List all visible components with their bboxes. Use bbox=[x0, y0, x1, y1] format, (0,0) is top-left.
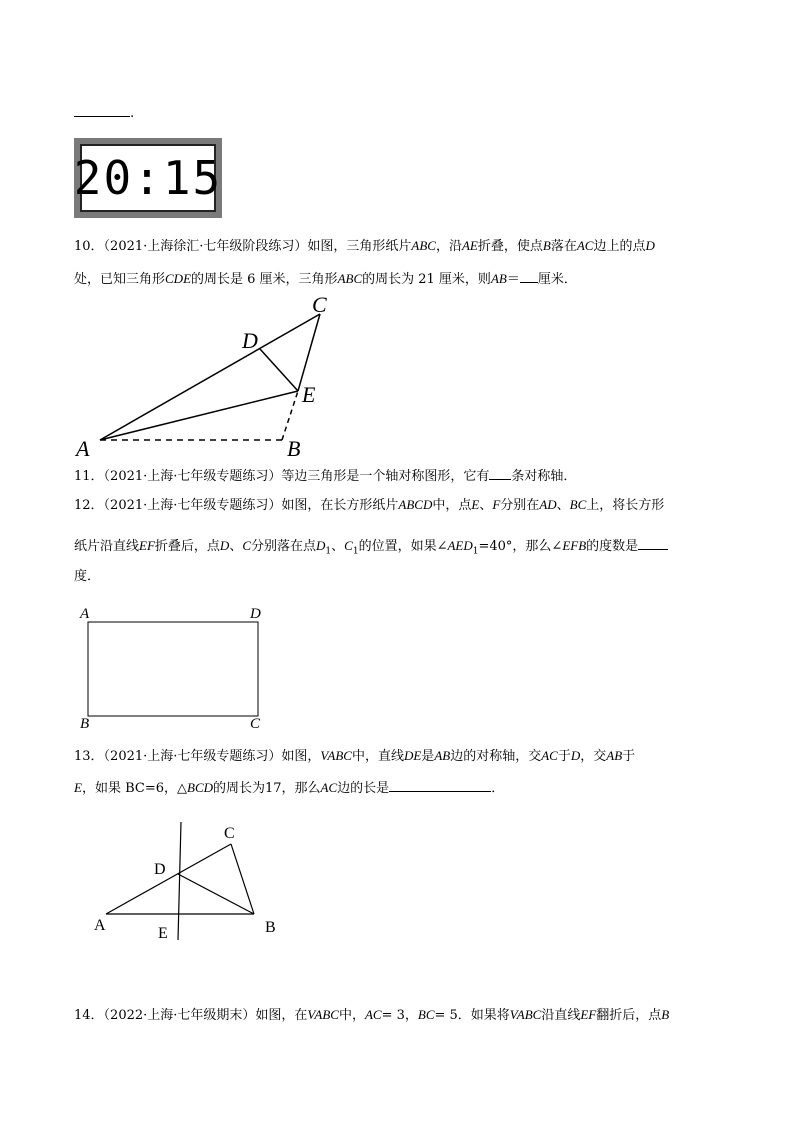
segment-AC bbox=[106, 844, 231, 914]
segment-DE bbox=[260, 349, 298, 391]
q13-line-2: E，如果 BC=6，△BCD的周长为17，那么AC边的长是 ． bbox=[74, 780, 505, 796]
label-C: C bbox=[312, 292, 327, 317]
segment-AE bbox=[100, 391, 298, 440]
label-C: C bbox=[224, 825, 235, 842]
label-D: D bbox=[154, 861, 166, 878]
label-D: D bbox=[250, 606, 261, 622]
label-D: D bbox=[242, 328, 258, 353]
q12-answer-blank bbox=[638, 537, 668, 550]
clock-display: 20:15 bbox=[80, 144, 216, 212]
q11-answer-blank bbox=[489, 467, 511, 480]
answer-blank bbox=[74, 104, 130, 117]
line-DE bbox=[178, 822, 181, 940]
q12-rectangle-figure bbox=[76, 602, 276, 730]
label-B: B bbox=[265, 919, 276, 936]
label-B: B bbox=[80, 716, 90, 730]
label-C: C bbox=[250, 716, 261, 730]
q11-line: 11．（2021·上海·七年级专题练习）等边三角形是一个轴对称图形，它有 条对称轴． bbox=[74, 469, 577, 484]
q14-line-1: 14．（2022·上海·七年级期末）如图，在VABC中，AC= 3，BC= 5．如果将VABC沿直线EF翻折后，点B bbox=[74, 1007, 670, 1023]
segment-BE-dashed bbox=[282, 391, 298, 440]
label-A: A bbox=[80, 606, 90, 622]
q13-answer-blank bbox=[389, 779, 491, 792]
label-B: B bbox=[287, 436, 301, 460]
label-E: E bbox=[158, 925, 168, 942]
q13-line-1: 13．（2021·上海·七年级专题练习）如图，VABC中，直线DE是AB边的对称轴，交AC于D，交AB于 bbox=[74, 748, 636, 764]
label-A: A bbox=[76, 436, 90, 460]
q12-line-1: 12．（2021·上海·七年级专题练习）如图，在长方形纸片ABCD中，点E、F分别在AD、BC上，将长方形 bbox=[74, 497, 665, 513]
q10-answer-blank bbox=[520, 270, 538, 283]
q10-line-2: 处，已知三角形CDE的周长是 6 厘米，三角形ABC的周长为 21 厘米，则AB＝ 厘米． bbox=[74, 271, 577, 287]
q10-line-1: 10．（2021·上海徐汇·七年级阶段练习）如图，三角形纸片ABC，沿AE折叠，使点B落在AC边上的点D bbox=[74, 238, 655, 254]
segment-AC bbox=[100, 314, 320, 440]
label-A: A bbox=[94, 917, 106, 934]
q10-triangle-figure bbox=[70, 290, 340, 460]
q13-triangle-figure bbox=[90, 818, 290, 946]
top-answer-line: . bbox=[74, 104, 134, 122]
digital-clock-figure bbox=[74, 138, 222, 218]
label-E: E bbox=[302, 382, 316, 407]
q12-line-3: 度． bbox=[74, 569, 101, 584]
q12-line-2: 纸片沿直线EF折叠后，点D、C分别落在点$D_1$、$C_1$的位置，如果$\angle AED_1=40^\circ$，那么∠EFB的度数是 bbox=[74, 537, 668, 560]
rectangle-ABCD bbox=[88, 622, 258, 716]
